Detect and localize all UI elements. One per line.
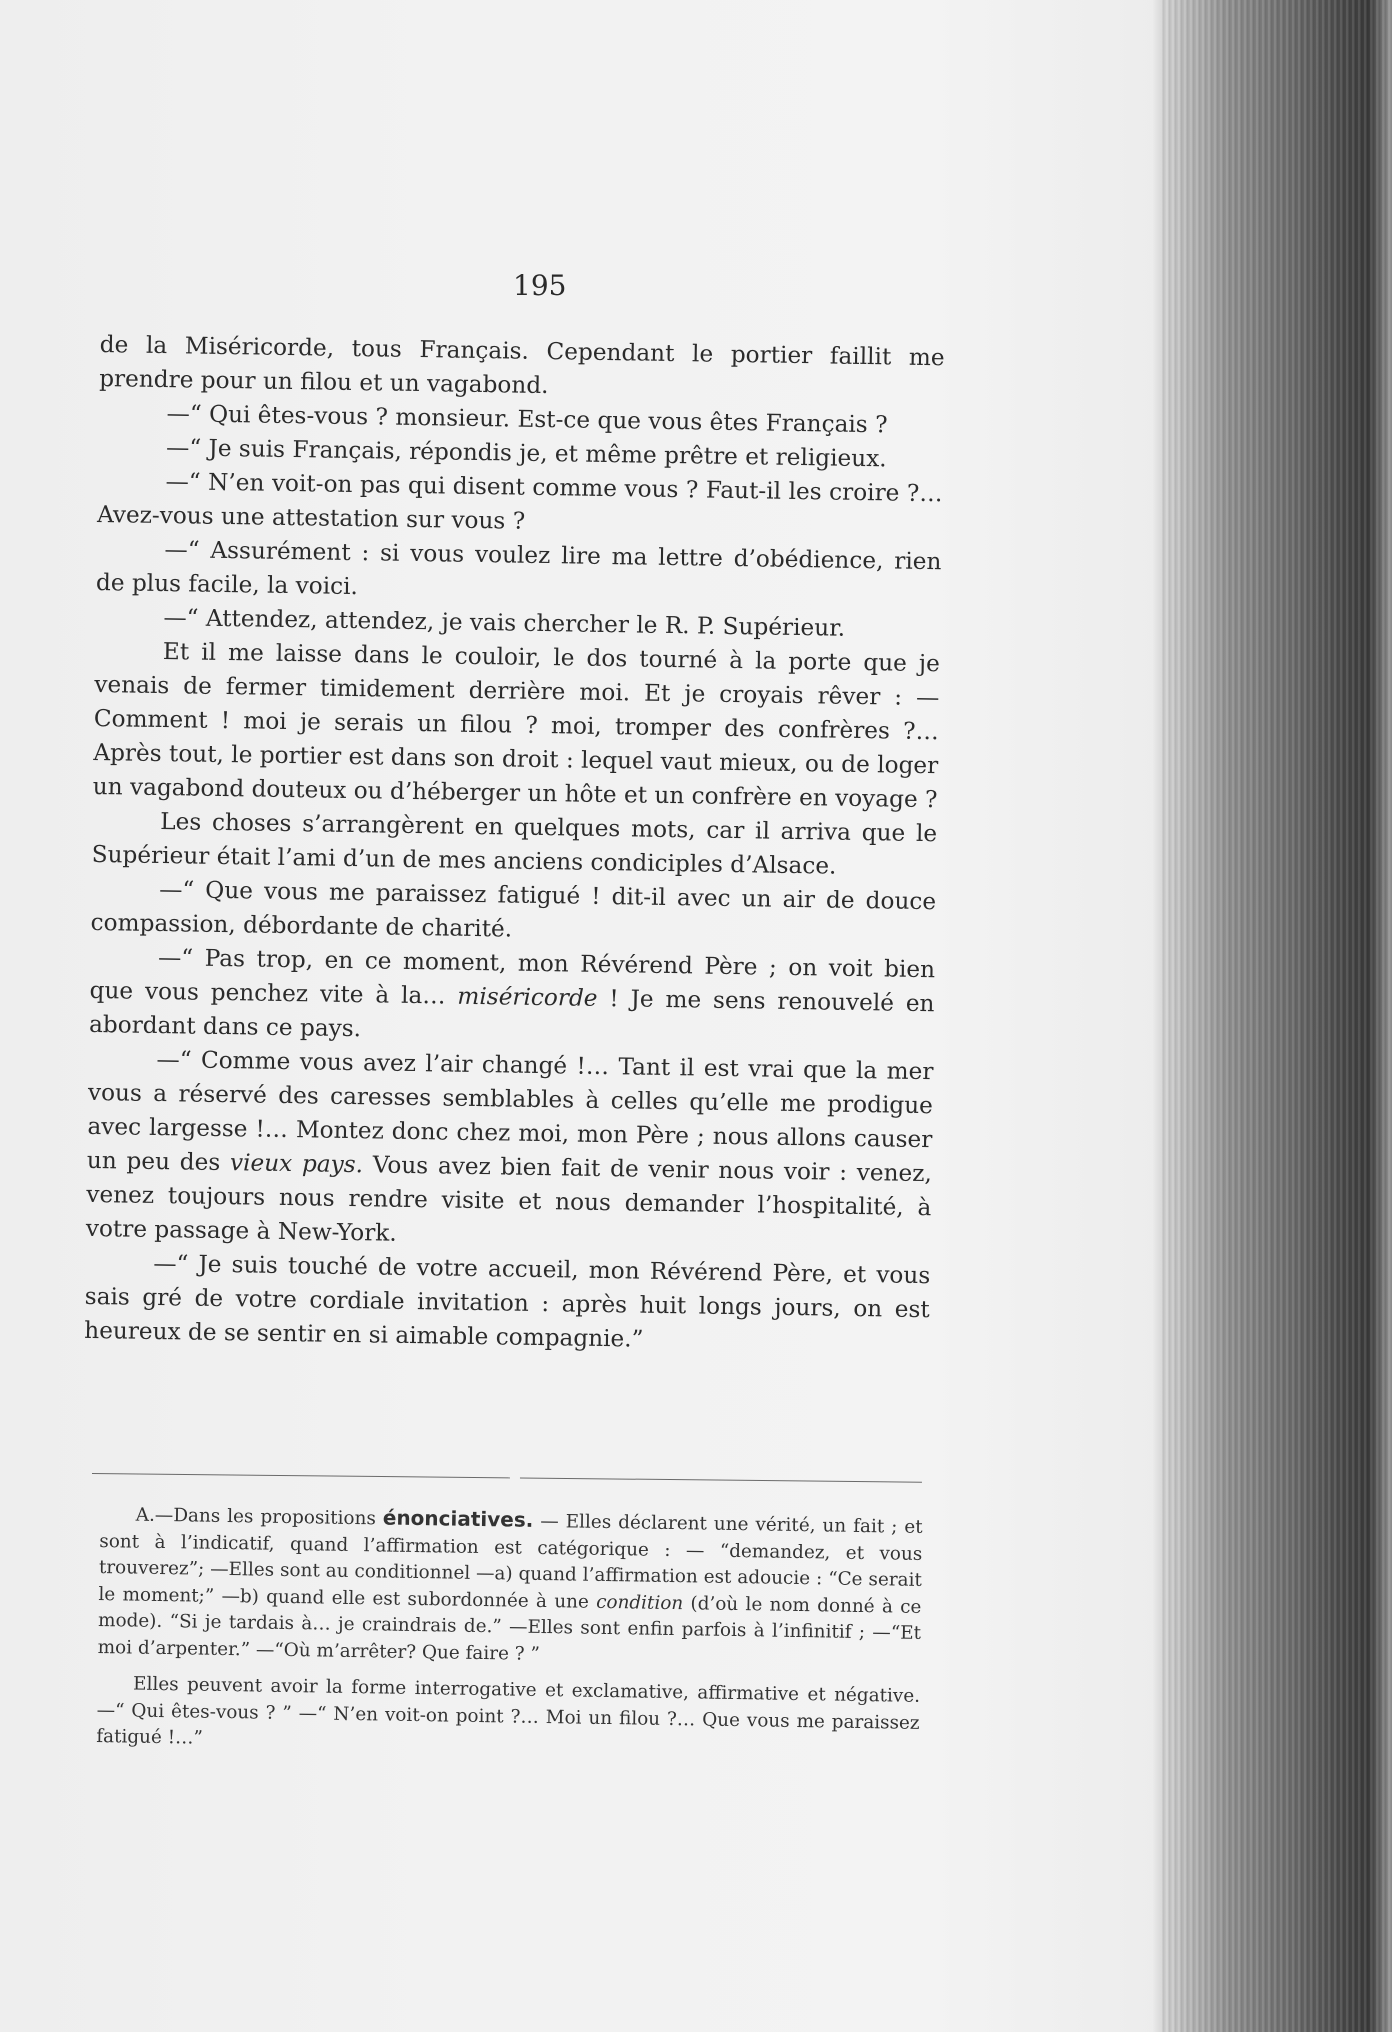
paragraph: —“ Que vous me paraissez fatigué ! dit-il avec un air de douce compassion, débordante de charité. [90,876,937,943]
italic-phrase: vieux pays. [229,1149,364,1179]
text-run: — Elles déclarent une vérité, un fait ; et sont à l’indicatif, quand l’affirmation est catégorique : — “demandez, et vous trouverez”; —Elles sont au conditionnel —a) quand l’affirmation est adoucie : “Ce serait le moment;” —b) quand elle est subordonnée à une [98,1510,923,1613]
text-run: —“ Comme vous avez l’air changé !… Tant il est vrai que la mer vous a réservé des caresses semblables à celles qu’elle me prodigue avec largesse !… Montez donc chez moi, mon Père ; nous allons causer un peu des [86,1045,934,1177]
text-run: —“ Pas trop, en ce moment, mon Révérend Père ; on voit bien que vous penchez vite à la… [89,943,936,1010]
book-page-edges [1160,0,1392,2032]
text-run: ! Je me sens renouvelé en abordant dans ce pays. [88,984,935,1043]
italic-word: condition [596,1591,684,1614]
main-text [84,328,945,1361]
paragraph: —“ Je suis touché de votre accueil, mon Révérend Père, et vous sais gré de votre cordiale invitation : après huit longs jours, on est heureux de se sentir en si aimable compagnie.” [84,1249,931,1353]
footnote-paragraph [97,1500,922,1674]
text-run: A.—Dans les propositions [135,1504,384,1530]
footnotes [96,1500,923,1763]
text-run: (d’où le nom donné à ce mode). “Si je tardais à… je craindrais de.” —Elles sont enfin parfois à l’infinitif ; —“Et moi d’arpenter.” —“Où m’arrêter? Que faire ? ” [97,1592,922,1665]
footnote-paragraph: Elles peuvent avoir la forme interrogative et exclamative, affirmative et négative. —“ Qui êtes-vous ? ” —“ N’en voit-on point ?… Moi un filou ?… Que vous me paraissez fatigué !…” [96,1673,921,1749]
page-number: 195 [513,269,567,302]
paragraph: Les choses s’arrangèrent en quelques mots, car il arriva que le Supérieur était l’ami d’un de mes anciens condiciples d’Alsace. [91,808,938,880]
text-run: Vous avez bien fait de venir nous voir : venez, venez toujours nous rendre visite et nous demander l’hospitalité, à votre passage à New-York. [85,1151,933,1247]
paragraph: Et il me laisse dans le couloir, le dos tourné à la porte que je venais de fermer timidement derrière moi. Et je croyais rêver : — Comment ! moi je serais un filou ? moi, tromper des confrères ?… Après tout, le portier est dans son droit : lequel vaut mieux, ou de loger un vagabond douteux ou d’héberger un hôte et un confrère en voyage ? [92,638,941,814]
bold-term: énonciatives. [382,1505,534,1532]
paragraph: de la Miséricorde, tous Français. Cependant le portier faillit me prendre pour un filou et un vagabond. [98,330,945,400]
paragraph: —“ Qui êtes-vous ? monsieur. Est-ce que vous êtes Français ? [166,400,888,439]
paragraph: —“ N’en voit-on pas qui disent comme vous ? Faut-il les croire ?… Avez-vous une attestation sur vous ? [96,468,943,535]
italic-word: miséricorde [457,982,598,1012]
paragraph: —“ Assurément : si vous voulez lire ma lettre d’obédience, rien de plus facile, la voici. [95,536,942,601]
paragraph: —“ Attendez, attendez, je vais chercher le R. P. Supérieur. [163,604,846,642]
paragraph [89,940,935,1055]
paragraph [86,1042,934,1259]
paragraph: —“ Je suis Français, répondis je, et même prêtre et religieux. [165,434,887,473]
